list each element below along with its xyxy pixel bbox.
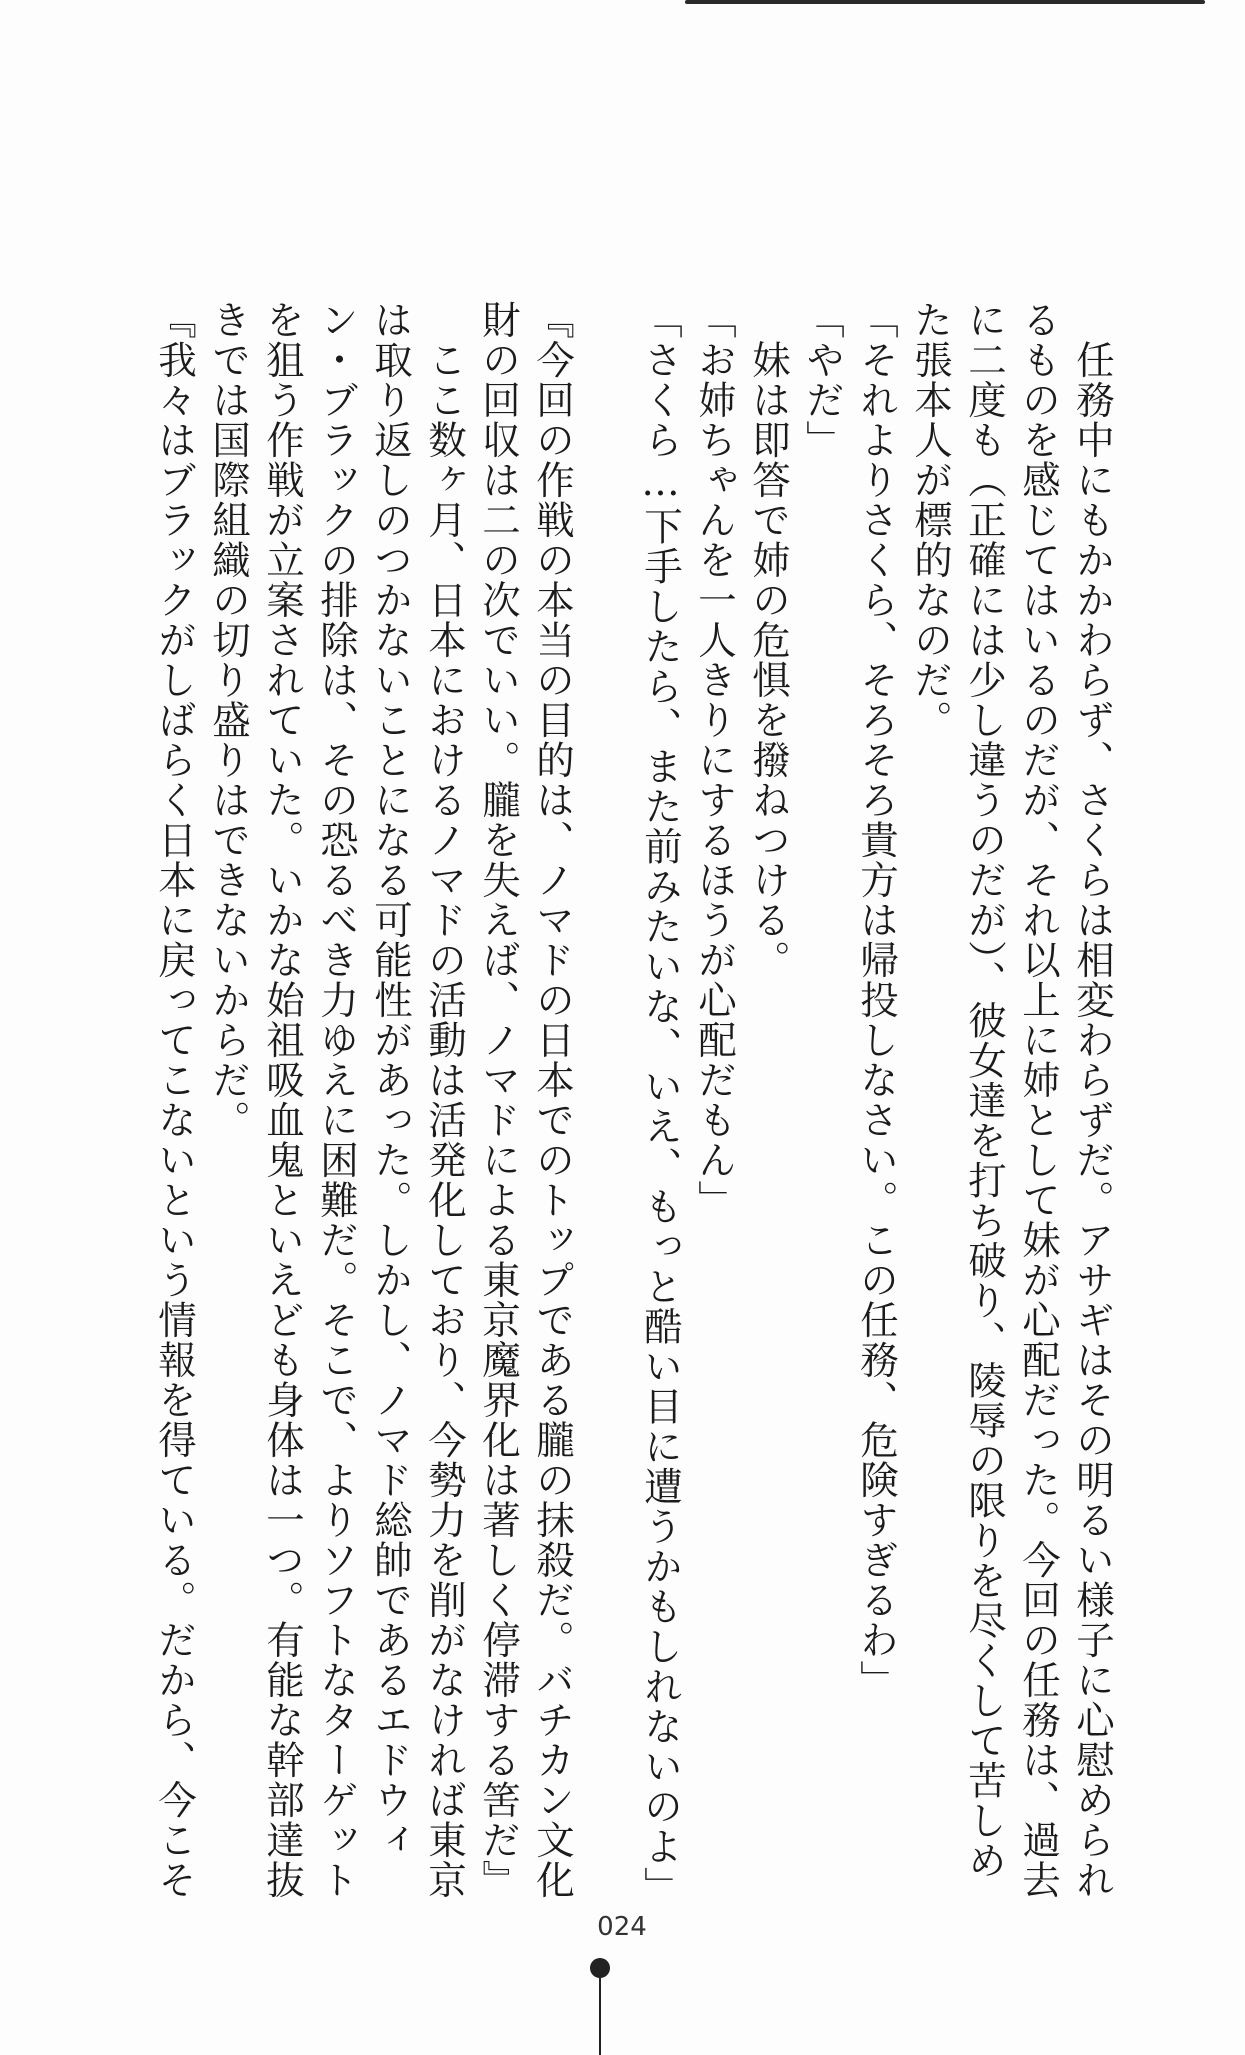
text-line: 「やだ」 — [800, 300, 845, 460]
text-line: 「それよりさくら、そろそろ貴方は帰投しなさい。この任務、危険すぎるわ」 — [854, 300, 899, 1700]
text-line: 任務中にもかかわらず、さくらは相変わらずだ。アサギはその明るい様子に心慰められ — [1070, 300, 1115, 1900]
page-number: 024 — [597, 1912, 647, 1942]
text-line: を狙う作戦が立案されていた。いかな始祖吸血鬼といえども身体は一つ。有能な幹部達抜 — [260, 300, 305, 1900]
text-line: ここ数ヶ月、日本におけるノマドの活動は活発化しており、今勢力を削がなければ東京 — [422, 300, 467, 1900]
text-line: 財の回収は二の次でいい。朧を失えば、ノマドによる東京魔界化は著しく停滞する筈だ』 — [476, 300, 521, 1900]
page-ornament — [590, 1958, 610, 2055]
vertical-text-block — [150, 300, 1115, 1940]
text-line: に二度も（正確には少し違うのだが）、彼女達を打ち破り、陵辱の限りを尽くして苦しめ — [962, 300, 1007, 1881]
text-line: 『今回の作戦の本当の目的は、ノマドの日本でのトップである朧の抹殺だ。バチカン文化 — [530, 300, 575, 1900]
text-line: は取り返しのつかないことになる可能性があった。しかし、ノマド総帥であるエドウィ — [368, 300, 413, 1860]
text-line: 『我々はブラックがしばらく日本に戻ってこないという情報を得ている。だから、今こそ — [152, 300, 197, 1900]
text-line: きでは国際組織の切り盛りはできないからだ。 — [206, 300, 251, 1140]
ornament-stem — [599, 1972, 601, 2055]
text-line: た張本人が標的なのだ。 — [908, 300, 953, 740]
text-line: 妹は即答で姉の危惧を撥ねつける。 — [746, 300, 791, 980]
text-line: るものを感じてはいるのだが、それ以上に姉として妹が心配だった。今回の任務は、過去 — [1016, 300, 1061, 1900]
text-line: ン・ブラックの排除は、その恐るべき力ゆえに困難だ。そこで、よりソフトなターゲット — [314, 300, 359, 1900]
top-rule — [685, 0, 1205, 4]
text-line: 「さくら…下手したら、また前みたいな、いえ、もっと酷い目に遭うかもしれないのよ」 — [638, 300, 683, 1907]
text-line: 「お姉ちゃんを一人きりにするほうが心配だもん」 — [692, 300, 737, 1220]
